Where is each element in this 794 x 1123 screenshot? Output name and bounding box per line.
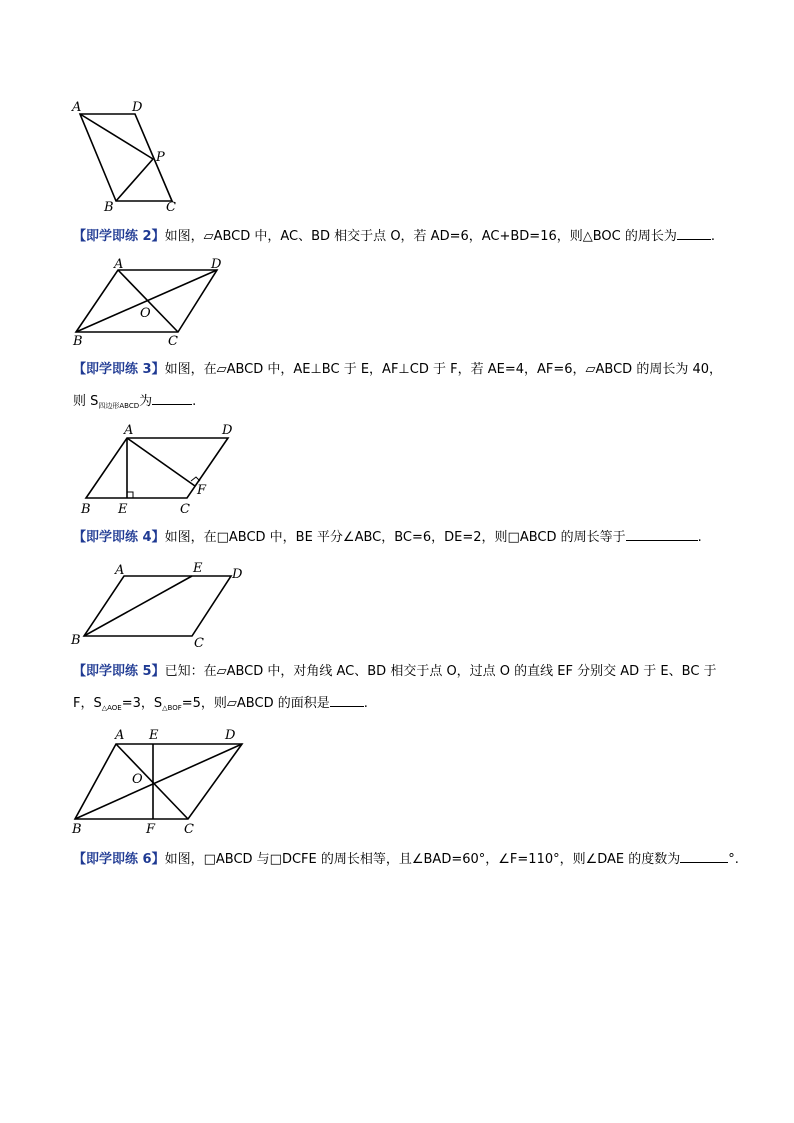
answer-blank[interactable] — [330, 694, 364, 707]
label-b: B — [73, 334, 83, 349]
text: F，S — [73, 696, 102, 711]
label-a: A — [114, 257, 124, 272]
label-c: C — [180, 502, 190, 517]
exercise-5 — [73, 663, 717, 681]
answer-blank[interactable] — [680, 850, 728, 863]
exercise-2 — [73, 227, 715, 246]
exercise-6 — [73, 850, 739, 869]
degree-period: °. — [728, 852, 739, 867]
exercise-5-line-2 — [73, 694, 368, 717]
label-f: F — [197, 483, 207, 498]
label-e: E — [118, 502, 128, 517]
exercise-tag: 【即学即练 4】 — [73, 530, 165, 545]
label-d: D — [211, 257, 222, 272]
label-d: D — [222, 423, 233, 438]
label-a: A — [124, 423, 134, 438]
label-b: B — [81, 502, 91, 517]
label-c: C — [166, 200, 176, 215]
answer-blank[interactable] — [626, 528, 698, 541]
label-e: E — [149, 728, 159, 743]
text: 为 — [139, 394, 153, 409]
period: . — [192, 394, 197, 409]
label-o: O — [140, 306, 151, 321]
subscript: △AOE — [101, 704, 122, 712]
figure-parallelogram-o — [60, 255, 230, 350]
label-c: C — [194, 636, 204, 651]
label-a: A — [115, 563, 125, 578]
period: . — [363, 696, 368, 711]
label-b: B — [104, 200, 114, 215]
exercise-tag: 【即学即练 2】 — [73, 229, 165, 244]
answer-blank[interactable] — [677, 227, 711, 240]
subscript: 四边形ABCD — [98, 402, 140, 410]
exercise-text: 已知：在▱ABCD 中，对角线 AC、BD 相交于点 O，过点 O 的直线 EF 分别交 AD 于 E、BC 于 — [164, 664, 717, 679]
exercise-tag: 【即学即练 5】 — [73, 664, 165, 679]
label-p: P — [156, 150, 165, 165]
figure-parallelogram-heights — [60, 420, 250, 520]
label-c: C — [184, 822, 194, 837]
figure-parallelogram-ef — [60, 722, 260, 842]
answer-blank[interactable] — [152, 392, 192, 405]
exercise-3 — [73, 361, 722, 379]
exercise-text: 如图，在▱ABCD 中，AE⊥BC 于 E，AF⊥CD 于 F，若 AE=4，AF=6，▱ABCD 的周长为 40， — [164, 362, 722, 377]
label-d: D — [232, 567, 243, 582]
figure-parallelogram-bisector — [60, 560, 260, 655]
label-a: A — [72, 100, 82, 115]
text: 则 S — [73, 394, 99, 409]
label-d: D — [225, 728, 236, 743]
label-b: B — [72, 822, 82, 837]
figure-parallelogram-p — [60, 95, 200, 220]
period: . — [697, 530, 702, 545]
exercise-text: 如图，□ABCD 与□DCFE 的周长相等，且∠BAD=60°，∠F=110°，则∠DAE 的度数为 — [164, 852, 681, 867]
label-c: C — [168, 334, 178, 349]
subscript: △BOF — [162, 704, 182, 712]
period: . — [710, 229, 716, 244]
text: =3，S — [121, 696, 163, 711]
exercise-3-line-2 — [73, 392, 196, 415]
label-d: D — [132, 100, 143, 115]
label-b: B — [71, 633, 81, 648]
exercise-text: 如图，在□ABCD 中，BE 平分∠ABC，BC=6，DE=2，则□ABCD 的周长等于 — [164, 530, 626, 545]
label-e: E — [193, 561, 203, 576]
label-o: O — [132, 772, 143, 787]
label-f: F — [146, 822, 156, 837]
label-a: A — [115, 728, 125, 743]
exercise-text: 如图，▱ABCD 中，AC、BD 相交于点 O，若 AD=6，AC+BD=16，则△BOC 的周长为 — [164, 229, 677, 244]
exercise-4 — [73, 528, 702, 547]
text: =5，则▱ABCD 的面积是 — [181, 696, 330, 711]
exercise-tag: 【即学即练 3】 — [73, 362, 165, 377]
exercise-tag: 【即学即练 6】 — [73, 852, 165, 867]
